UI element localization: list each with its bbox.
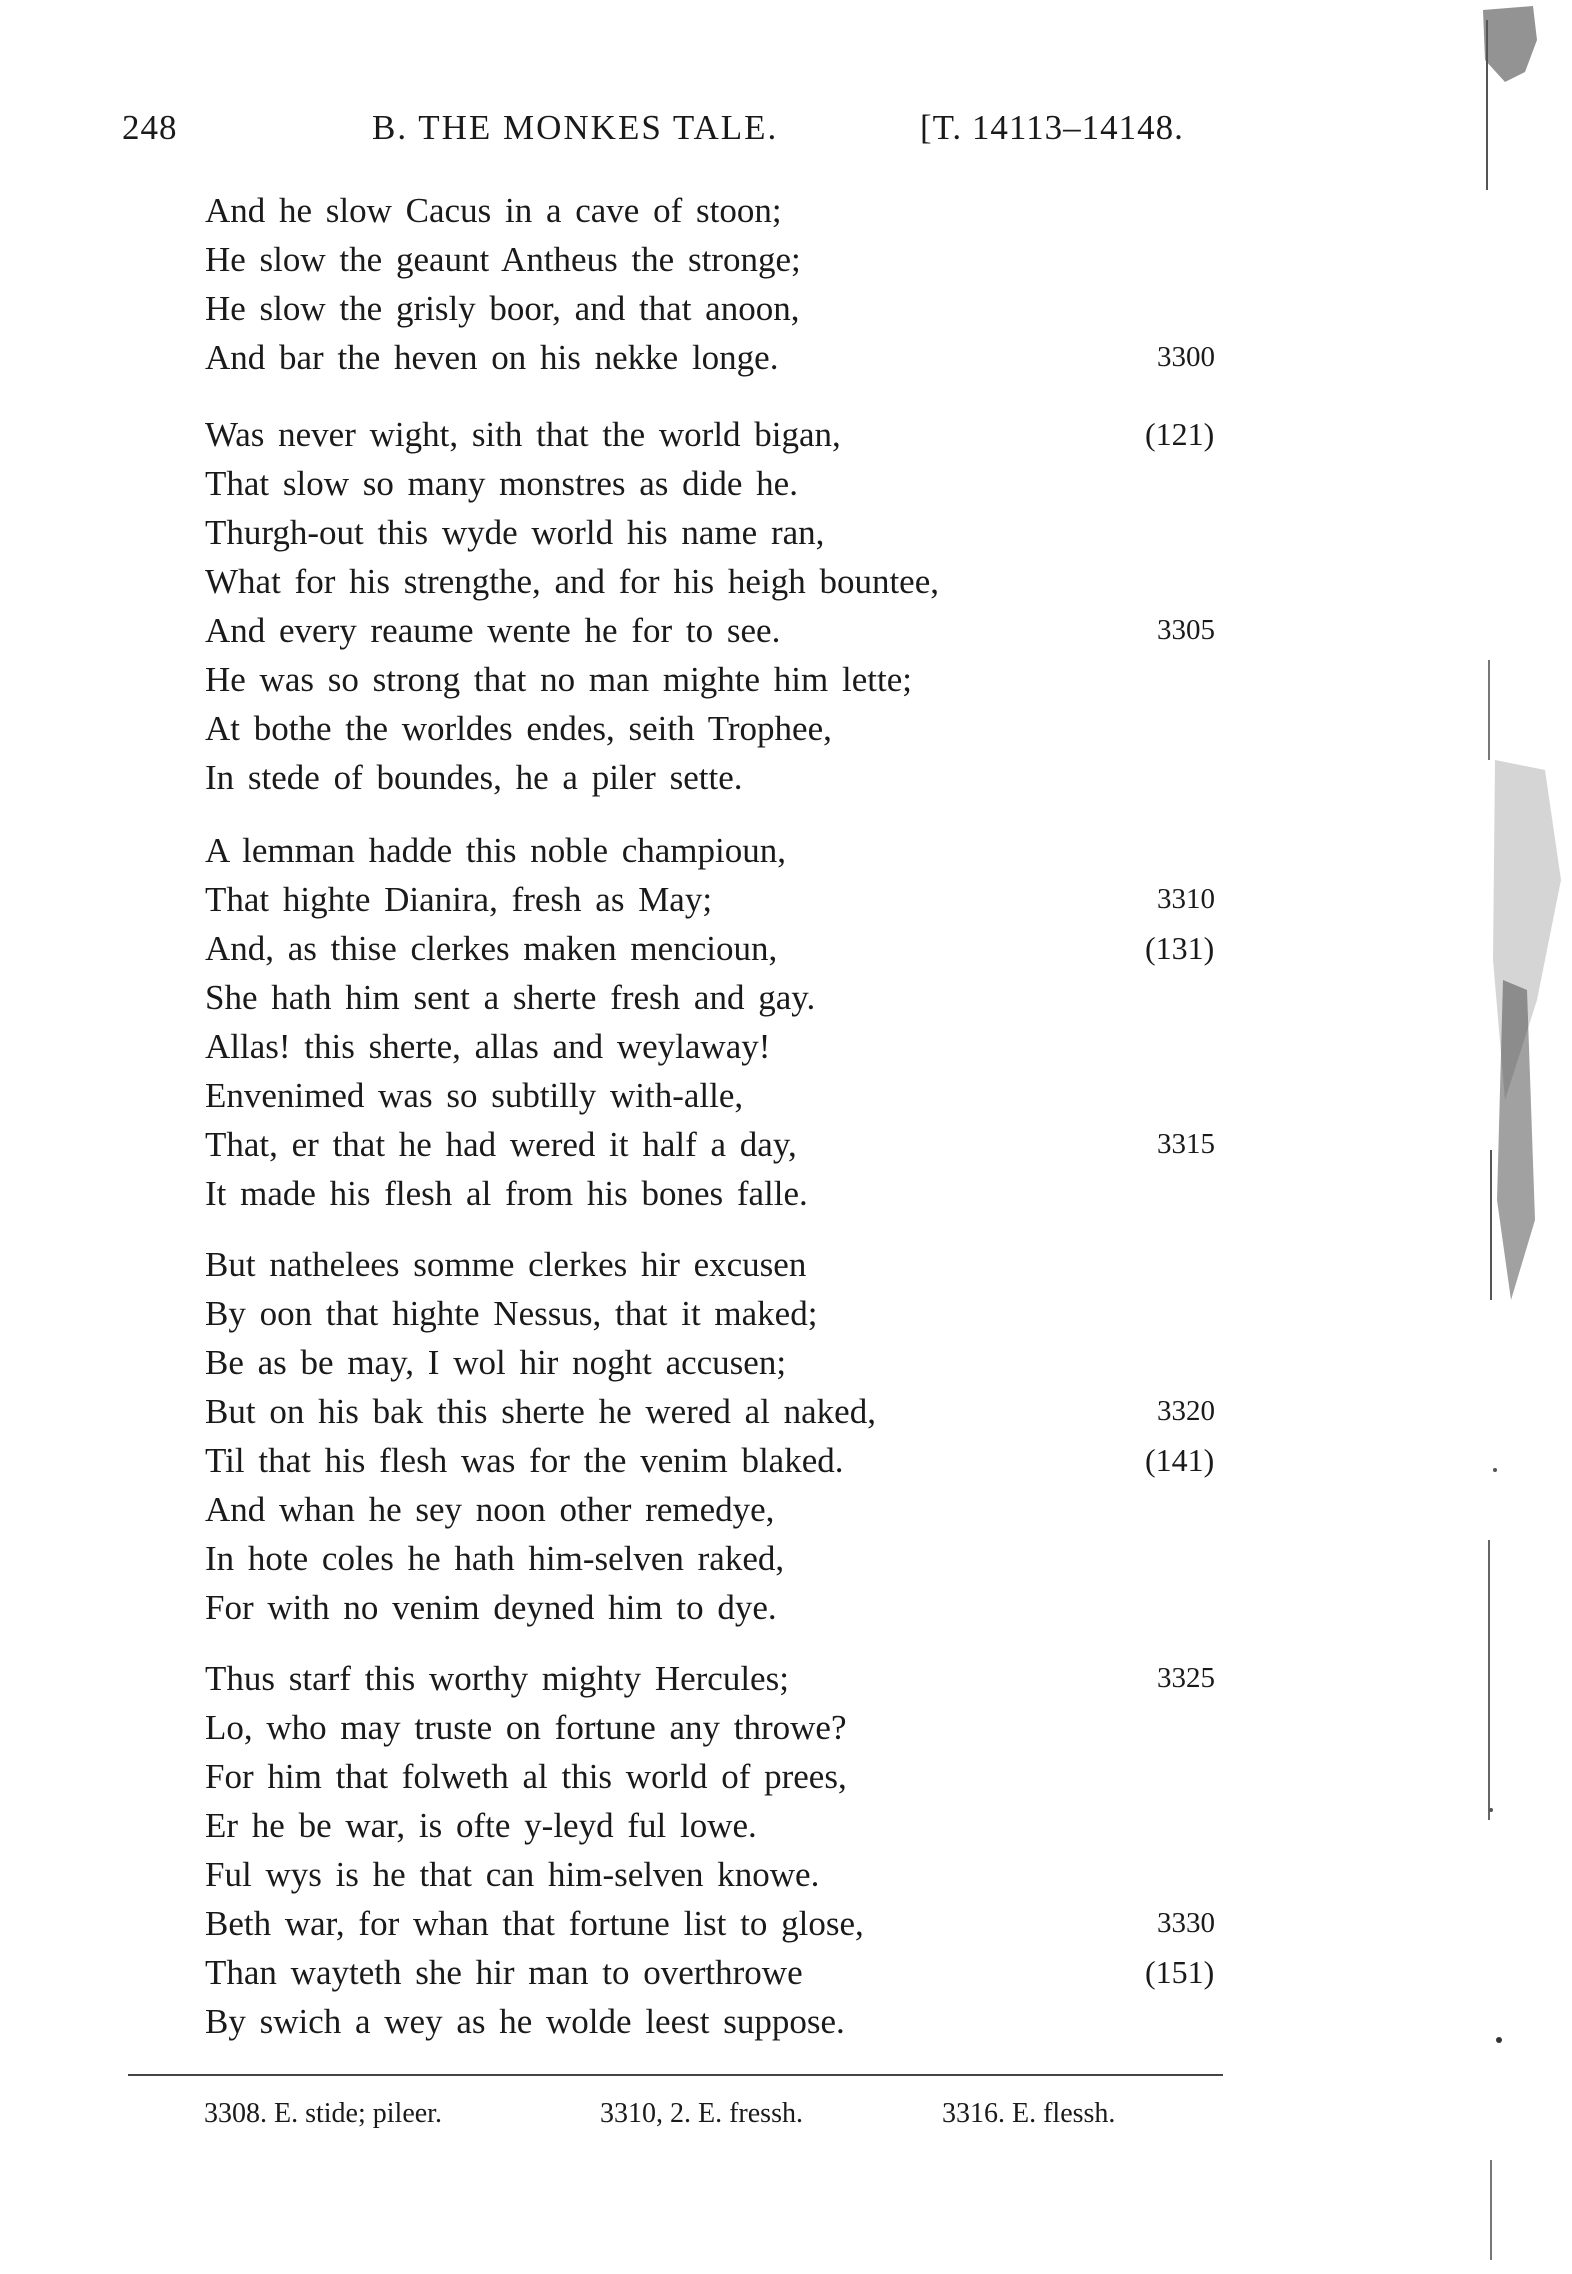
stanza-4	[205, 1240, 1240, 1632]
verse-line: He slow the grisly boor, and that anoon,	[205, 289, 800, 328]
verse-line: By swich a wey as he wolde leest suppose.	[205, 2002, 845, 2041]
verse-line: That slow so many monstres as dide he.	[205, 464, 798, 503]
verse-line: Ful wys is he that can him-selven knowe.	[205, 1855, 820, 1894]
stanza-5	[205, 1654, 1240, 2046]
line-number: 3300	[1157, 341, 1215, 373]
line-number: 3325	[1157, 1662, 1215, 1694]
running-header	[0, 108, 1572, 158]
verse-line: And bar the heven on his nekke longe. 3300	[205, 333, 1240, 382]
verse-line: And whan he sey noon other remedye,	[205, 1490, 775, 1529]
verse-line: Allas! this sherte, allas and weylaway!	[205, 1027, 771, 1066]
verse-line: In stede of boundes, he a piler sette.	[205, 758, 743, 797]
verse-line: What for his strengthe, and for his heigh bountee,	[205, 562, 939, 601]
footnotes	[0, 2098, 1572, 2143]
verse-line: That, er that he had wered it half a day, 3315	[205, 1120, 1240, 1169]
verse-line: And, as thise clerkes maken mencioun, (131)	[205, 924, 1240, 973]
verse-line: Til that his flesh was for the venim blaked. (141)	[205, 1436, 1240, 1485]
verse-line: That highte Dianira, fresh as May; 3310	[205, 875, 1240, 924]
footnote: 3308. E. stide; pileer.	[204, 2098, 442, 2129]
stanza-3	[205, 826, 1240, 1218]
line-number: 3315	[1157, 1128, 1215, 1160]
verse-line: It made his flesh al from his bones falle.	[205, 1174, 808, 1213]
page-number: 248	[122, 108, 178, 147]
verse-line: Envenimed was so subtilly with-alle,	[205, 1076, 744, 1115]
verse-line: Be as be may, I wol hir noght accusen;	[205, 1343, 787, 1382]
verse-line: And he slow Cacus in a cave of stoon;	[205, 191, 782, 230]
verse-line: For him that folweth al this world of prees,	[205, 1757, 847, 1796]
verse-line: Thus starf this worthy mighty Hercules; 3325	[205, 1654, 1240, 1703]
verse-line: Er he be war, is ofte y-leyd ful lowe.	[205, 1806, 757, 1845]
stanza-1	[205, 186, 1240, 382]
verse-line: By oon that highte Nessus, that it maked;	[205, 1294, 818, 1333]
line-number: 3320	[1157, 1395, 1215, 1427]
verse-line: And every reaume wente he for to see. 3305	[205, 606, 1240, 655]
verse-line: But nathelees somme clerkes hir excusen	[205, 1245, 807, 1284]
tale-line-number: (141)	[1145, 1442, 1215, 1478]
line-number: 3310	[1157, 883, 1215, 915]
verse-line: But on his bak this sherte he wered al naked, 3320	[205, 1387, 1240, 1436]
verse-line: In hote coles he hath him-selven raked,	[205, 1539, 785, 1578]
verse-line: She hath him sent a sherte fresh and gay.	[205, 978, 816, 1017]
verse-line: At bothe the worldes endes, seith Trophee,	[205, 709, 832, 748]
verse-line: Thurgh-out this wyde world his name ran,	[205, 513, 825, 552]
scan-edge-artifact	[1475, 0, 1572, 2274]
footnote: 3310, 2. E. fressh.	[600, 2098, 803, 2129]
tale-line-number: (131)	[1145, 930, 1215, 966]
verse-line: He was so strong that no man mighte him lette;	[205, 660, 912, 699]
stanza-2	[205, 410, 1240, 802]
tale-line-number: (151)	[1145, 1954, 1215, 1990]
line-range: [T. 14113–14148.	[920, 108, 1184, 147]
line-number: 3305	[1157, 614, 1215, 646]
footnote: 3316. E. flessh.	[942, 2098, 1116, 2129]
verse-line: A lemman hadde this noble champioun,	[205, 831, 787, 870]
verse-line: For with no venim deyned him to dye.	[205, 1588, 777, 1627]
verse-line: Beth war, for whan that fortune list to glose, 3330	[205, 1899, 1240, 1948]
footnote-divider	[128, 2074, 1223, 2076]
verse-line: Was never wight, sith that the world bigan, (121)	[205, 410, 1240, 459]
verse-line: Than wayteth she hir man to overthrowe (151)	[205, 1948, 1240, 1997]
verse-line: He slow the geaunt Antheus the stronge;	[205, 240, 801, 279]
tale-line-number: (121)	[1145, 416, 1215, 452]
line-number: 3330	[1157, 1907, 1215, 1939]
page-title: B. THE MONKES TALE.	[372, 108, 779, 147]
verse-line: Lo, who may truste on fortune any throwe?	[205, 1708, 847, 1747]
